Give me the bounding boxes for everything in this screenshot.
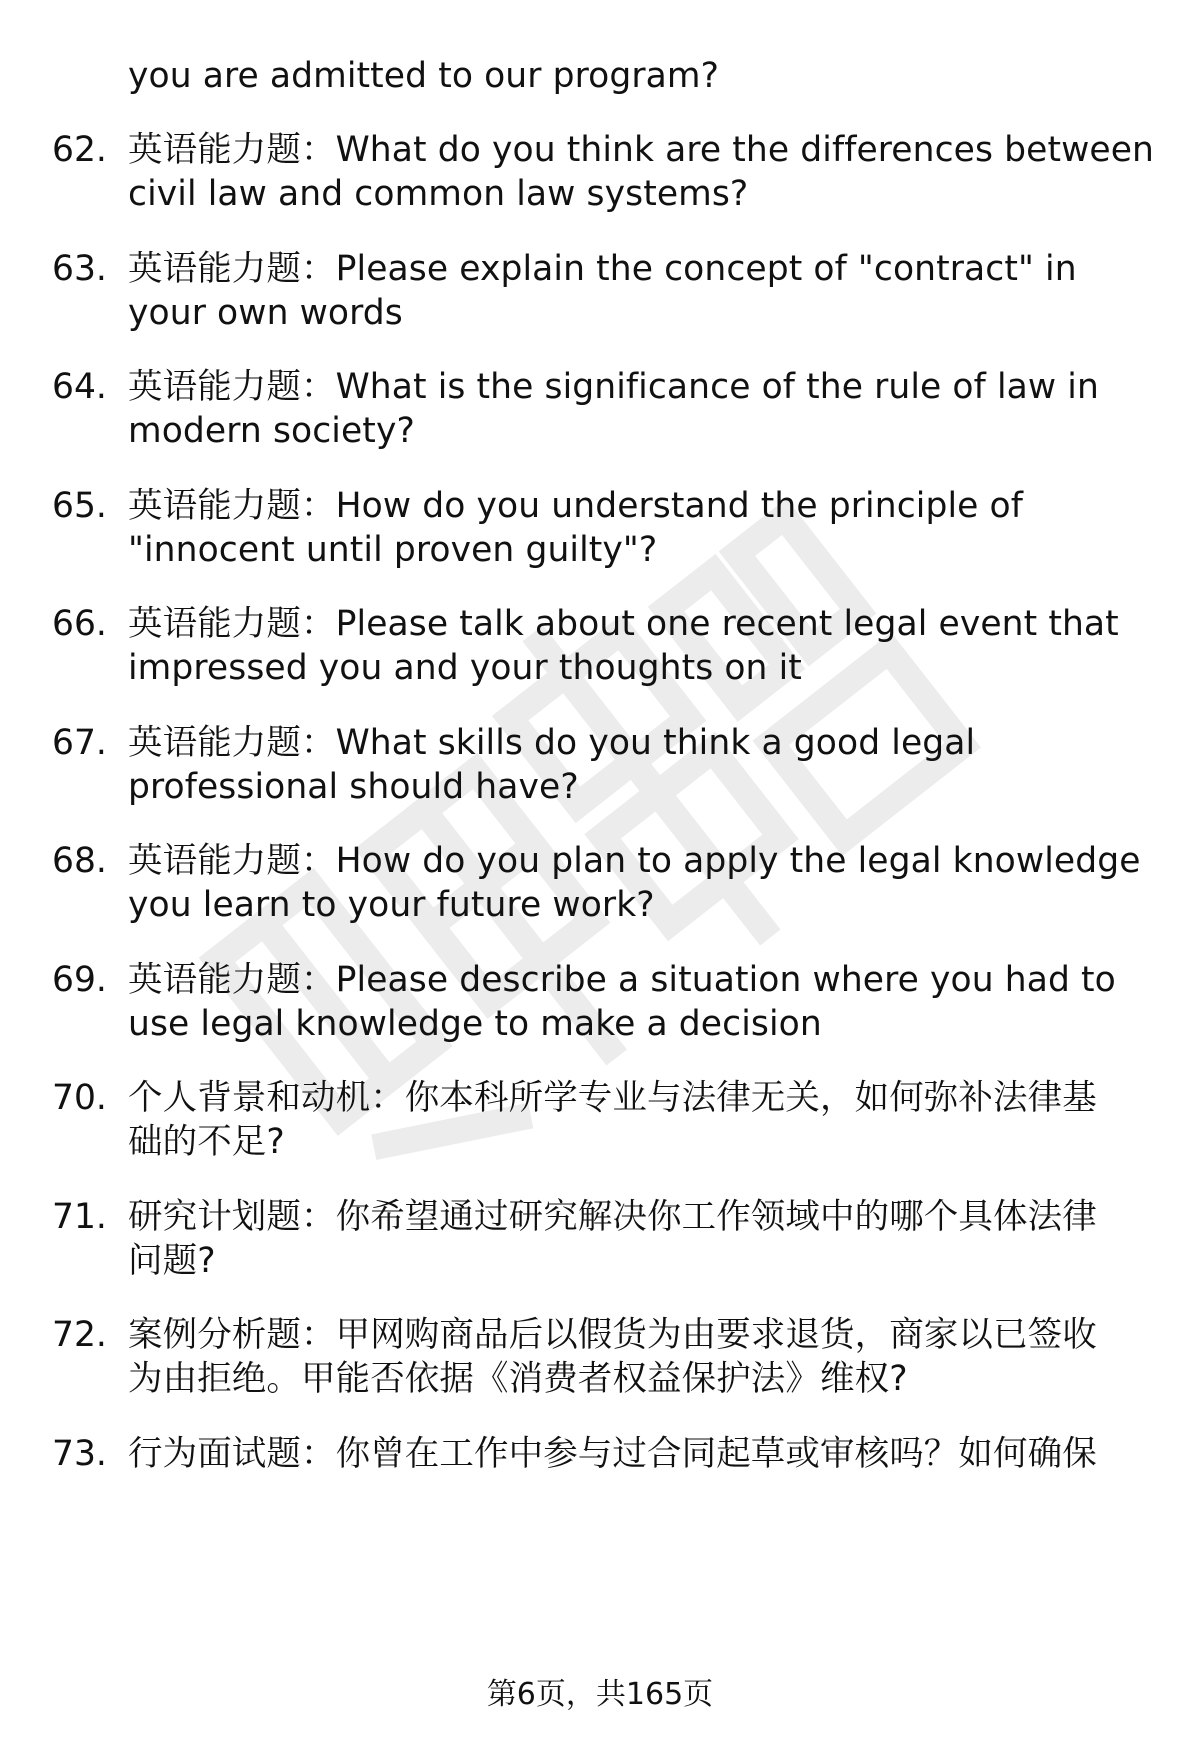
question-text-line: your own words bbox=[128, 292, 403, 333]
question-number: 66. bbox=[52, 604, 107, 644]
question-text-line: 英语能力题：Please explain the concept of "contract" in bbox=[128, 248, 1077, 289]
question-text-line: 问题? bbox=[128, 1240, 216, 1281]
question-number: 68. bbox=[52, 841, 107, 881]
question-number: 63. bbox=[52, 248, 107, 289]
question-text-line: 研究计划题：你希望通过研究解决你工作领域中的哪个具体法律 bbox=[128, 1196, 1097, 1237]
question-number: 71. bbox=[52, 1196, 107, 1237]
question-text-line: modern society? bbox=[128, 411, 415, 451]
question-text-line: 英语能力题：What skills do you think a good legal bbox=[128, 722, 976, 763]
question-text-line: 为由拒绝。甲能否依据《消费者权益保护法》维权? bbox=[128, 1359, 908, 1399]
question-number: 65. bbox=[52, 485, 107, 526]
question-text-line: professional should have? bbox=[128, 766, 579, 807]
continuation-line: you are admitted to our program? bbox=[128, 56, 719, 96]
page-footer: 第6页，共165页 bbox=[486, 1677, 714, 1712]
question-text-line: 英语能力题：How do you understand the principle of bbox=[128, 485, 1023, 526]
question-text-line: civil law and common law systems? bbox=[128, 174, 749, 214]
question-text-line: use legal knowledge to make a decision bbox=[128, 1003, 822, 1044]
question-number: 72. bbox=[52, 1315, 107, 1355]
question-number: 64. bbox=[52, 367, 107, 407]
question-number: 67. bbox=[52, 722, 107, 763]
question-text-line: 础的不足? bbox=[128, 1122, 285, 1162]
question-text-line: 英语能力题：How do you plan to apply the legal knowledge bbox=[128, 841, 1141, 881]
question-text-line: "innocent until proven guilty"? bbox=[128, 529, 658, 570]
question-number: 62. bbox=[52, 130, 107, 170]
question-text-line: 英语能力题：What is the significance of the rule of law in bbox=[128, 367, 1099, 407]
question-text-line: impressed you and your thoughts on it bbox=[128, 648, 802, 688]
question-number: 73. bbox=[52, 1433, 107, 1474]
question-text-line: 行为面试题：你曾在工作中参与过合同起草或审核吗？如何确保 bbox=[128, 1433, 1097, 1474]
question-text-line: 英语能力题：Please describe a situation where you had to bbox=[128, 959, 1116, 1000]
question-text-line: you learn to your future work? bbox=[128, 885, 655, 925]
question-text-line: 英语能力题：Please talk about one recent legal event that bbox=[128, 604, 1119, 644]
question-text-line: 个人背景和动机：你本科所学专业与法律无关，如何弥补法律基 bbox=[128, 1078, 1097, 1118]
question-text-line: 英语能力题：What do you think are the differences between bbox=[128, 130, 1155, 170]
question-number: 70. bbox=[52, 1078, 107, 1118]
question-text-line: 案例分析题：甲网购商品后以假货为由要求退货，商家以已签收 bbox=[128, 1315, 1097, 1355]
question-number: 69. bbox=[52, 959, 107, 1000]
